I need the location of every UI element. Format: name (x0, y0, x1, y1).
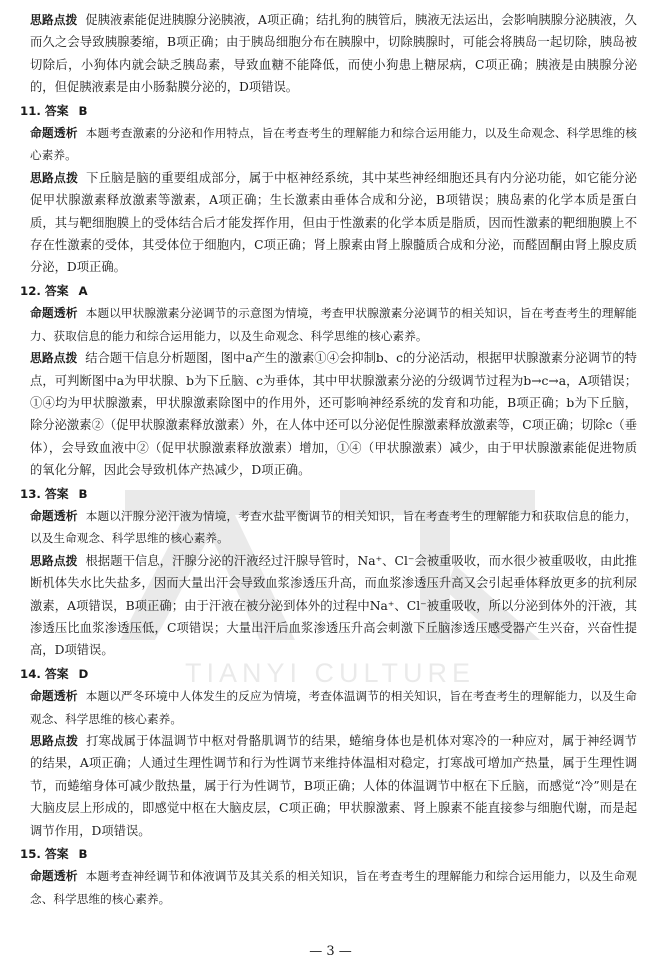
section-label: 思路点拨 (30, 13, 78, 27)
question-number: 11. (20, 103, 41, 118)
section-label: 命题透析 (30, 689, 78, 704)
section-label: 思路点拨 (30, 351, 78, 366)
question-number: 15. (20, 847, 41, 862)
paragraph-text: 促胰液素能促进胰腺分泌胰液，A项正确；结扎狗的胰管后，胰液无法运出，会影响胰腺分泌胰液，久而久之会导致胰腺萎缩，B项正确；由于胰岛细胞分布在胰腺中，切除胰腺时，可能会将胰岛一起切除，胰岛被切除后，小狗体内就会缺乏胰岛素，导致血糖不能降低，而使小狗患上糖尿病，C项正确；胰液是由胰腺分泌的，但促胰液素是由小肠黏膜分泌的，D项错误。 (30, 13, 637, 95)
section-label: 思路点拨 (30, 170, 79, 185)
paragraph-text: 结合题干信息分析题图，图中a产生的激素①④会抑制b、c的分泌活动，根据甲状腺激素分泌调节的特点，可判断图中a为甲状腺、b为下丘脑、c为垂体，其中甲状腺激素分泌的分级调节过程为b→c→a，A项错误；①④均为甲状腺激素，甲状腺激素除图中的作用外，还可影响神经系统的发育和功能，B项正确；b为下丘脑，除分泌激素②（促甲状腺激素释放激素）外，在人体中还可以分泌促性腺激素释放激素等，C项正确；切除c（垂体），会导致血液中②（促甲状腺激素释放激素）增加，①④（甲状腺激素）减少，由于甲状腺激素能促进物质的氧化分解，因此会导致机体产热减少，D项正确。 (30, 351, 637, 478)
section-label: 思路点拨 (30, 734, 79, 748)
section-label: 命题透析 (30, 126, 78, 141)
answer-label: 答案 (44, 847, 69, 862)
answer-content (20, 9, 637, 910)
answer-line (20, 663, 637, 685)
section-label: 命题透析 (30, 869, 78, 884)
analysis-paragraph (20, 865, 637, 910)
answer-value: B (78, 847, 88, 862)
explanation-paragraph (20, 550, 637, 662)
paragraph-text: 本题以严冬环境中人体发生的反应为情境，考查体温调节的相关知识，旨在考查考生的理解能力，以及生命观念、科学思维的核心素养。 (30, 689, 637, 726)
answer-value: B (78, 486, 88, 501)
question-number: 14. (20, 666, 41, 681)
answer-line (20, 843, 637, 865)
explanation-paragraph (20, 347, 637, 481)
explanation-paragraph (20, 167, 637, 279)
answer-line (20, 100, 637, 122)
question-number: 12. (20, 283, 41, 298)
paragraph-text: 本题考查激素的分泌和作用特点，旨在考查考生的理解能力和综合运用能力，以及生命观念、科学思维的核心素养。 (30, 126, 637, 163)
explanation-paragraph (20, 730, 637, 842)
watermark-text: TIANYI CULTURE (185, 658, 476, 688)
analysis-paragraph (20, 685, 637, 730)
paragraph-text: 打寒战属于体温调节中枢对骨骼肌调节的结果，蜷缩身体也是机体对寒冷的一种应对，属于神经调节的结果，A项正确；人通过生理性调节和行为性调节来维持体温相对稳定，打寒战可增加产热量，属于生理性调节，而蜷缩身体可减少散热量，属于行为性调节，B项正确；人体的体温调节中枢在下丘脑，而感觉“冷”则是在大脑皮层上形成的，即感觉中枢在大脑皮层，C项正确；甲状腺激素、肾上腺素不能直接参与细胞代谢，而是起调节作用，D项错误。 (30, 734, 637, 838)
paragraph-text: 本题考查神经调节和体液调节及其关系的相关知识，旨在考查考生的理解能力和综合运用能力，以及生命观念、科学思维的核心素养。 (30, 869, 637, 906)
paragraph-text: 下丘脑是脑的重要组成部分，属于中枢神经系统，其中某些神经细胞还具有内分泌功能，如它能分泌促甲状腺激素释放激素等激素，A项正确；生长激素由垂体合成和分泌，B项错误；胰岛素的化学本质是蛋白质，其与靶细胞膜上的受体结合后才能发挥作用，但由于性激素的化学本质是脂质，因而性激素的靶细胞膜上不存在性激素的受体，其受体位于细胞内，C项正确；肾上腺素由肾上腺髓质合成和分泌，而醛固酮由肾上腺皮质分泌，D项正确。 (30, 170, 637, 275)
analysis-paragraph (20, 302, 637, 347)
question-number: 13. (20, 486, 41, 501)
page-number: — 3 — (309, 944, 352, 959)
answer-label: 答案 (44, 486, 69, 501)
analysis-paragraph (20, 122, 637, 167)
answer-label: 答案 (44, 103, 69, 118)
answer-value: B (78, 103, 88, 118)
answer-label: 答案 (44, 283, 69, 298)
paragraph-text: 本题以汗腺分泌汗液为情境，考查水盐平衡调节的相关知识，旨在考查考生的理解能力和获取信息的能力，以及生命观念、科学思维的核心素养。 (30, 508, 637, 546)
explanation-paragraph (20, 9, 637, 99)
answer-line (20, 280, 637, 302)
answer-value: A (78, 283, 88, 298)
section-label: 命题透析 (30, 306, 78, 321)
paragraph-text: 本题以甲状腺激素分泌调节的示意图为情境，考查甲状腺激素分泌调节的相关知识，旨在考查考生的理解能力、获取信息的能力和综合运用能力，以及生命观念、科学思维的核心素养。 (30, 306, 637, 343)
analysis-paragraph (20, 505, 637, 550)
section-label: 命题透析 (30, 508, 78, 523)
answer-value: D (78, 666, 89, 681)
paragraph-text: 根据题干信息，汗腺分泌的汗液经过汗腺导管时，Na⁺、Cl⁻会被重吸收，而水很少被重吸收，由此推断机体失水比失盐多，因而大量出汗会导致血浆渗透压升高，而血浆渗透压升高又会引起垂体释放更多的抗利尿激素，A项错误，B项正确；由于汗液在被分泌到体外的过程中Na⁺、Cl⁻被重吸收，所以分泌到体外的汗液，其渗透压比血浆渗透压低，C项错误；大量出汗后血浆渗透压升高会刺激下丘脑渗透压感受器产生兴奋，兴奋性提高，D项错误。 (30, 553, 637, 658)
section-label: 思路点拨 (30, 553, 78, 568)
answer-line (20, 483, 637, 505)
answer-label: 答案 (44, 666, 69, 681)
